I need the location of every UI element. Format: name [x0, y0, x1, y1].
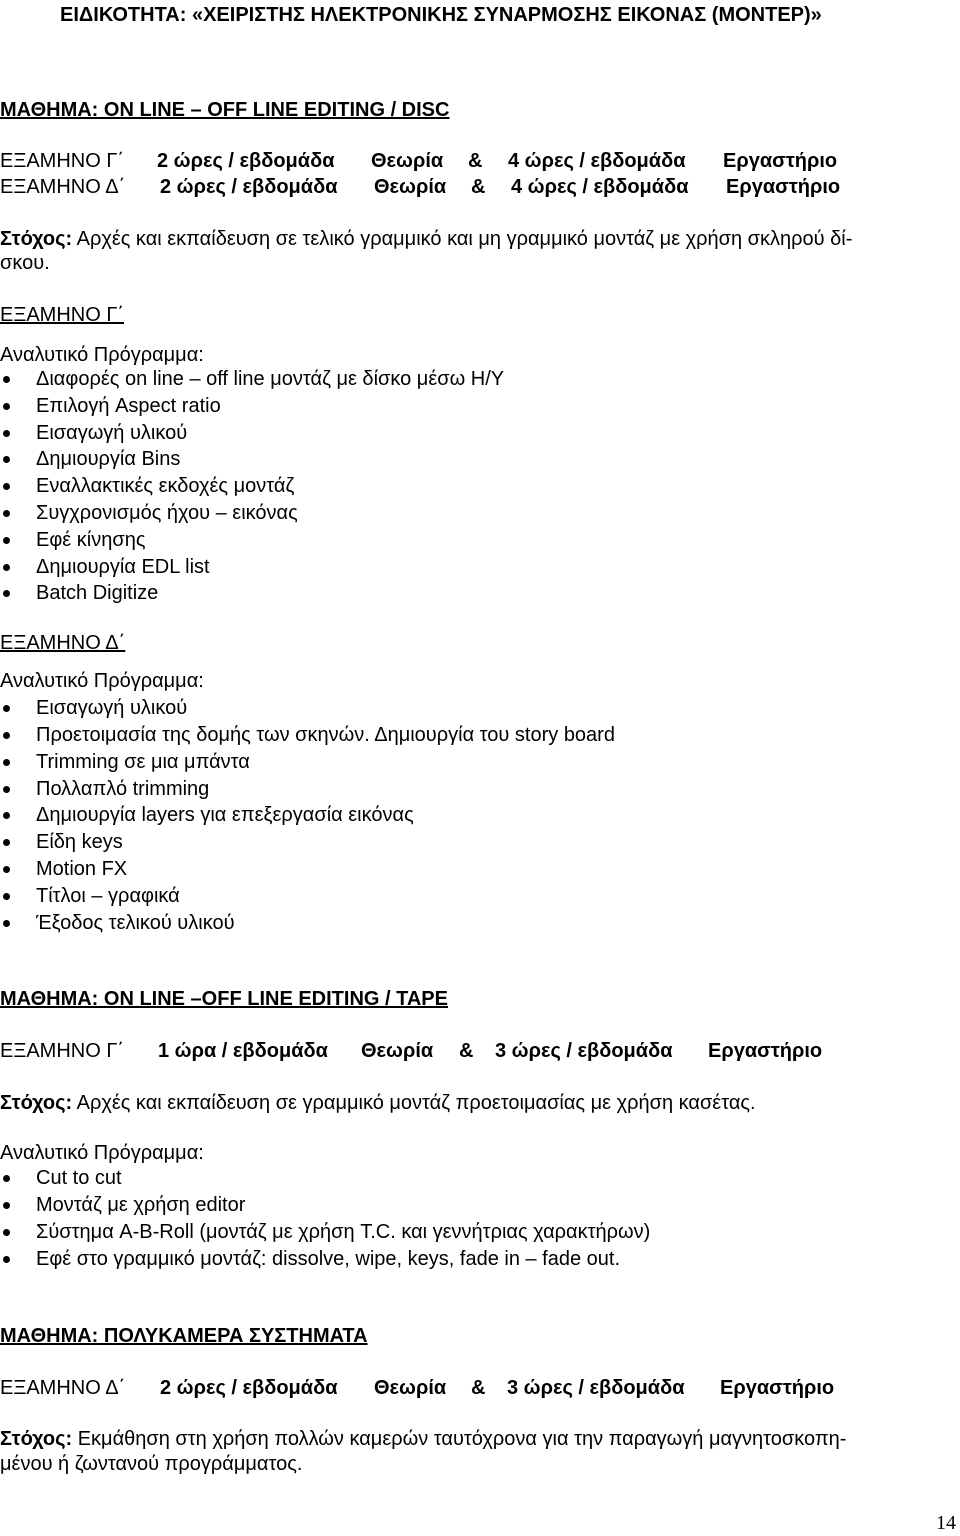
bullet-icon [3, 732, 10, 739]
goal-label: Στόχος: [0, 1092, 73, 1114]
goal-text: Αρχές και εκπαίδευση σε γραμμικό μοντάζ προετοιμασίας με χρήση κασέτας. [72, 1092, 756, 1114]
schedule-row-multicamera [0, 1375, 960, 1401]
bullet-icon [3, 839, 10, 846]
schedule-semester: ΕΞΑΜΗΝΟ Δ΄ [0, 176, 126, 198]
goal-label: Στόχος: [0, 1428, 73, 1450]
schedule-theory: Θεωρία [371, 150, 444, 172]
schedule-hours-lab: 3 ώρες / εβδομάδα [495, 1040, 673, 1062]
schedule-row-sem-d [0, 174, 960, 200]
bullet-icon [3, 430, 10, 437]
schedule-semester: ΕΞΑΜΗΝΟ Γ΄ [0, 1040, 125, 1062]
goal-line-multicamera-cont: μένου ή ζωντανού προγράμματος. [0, 1453, 303, 1475]
schedule-lab: Εργαστήριο [723, 150, 838, 172]
bullet-icon [3, 786, 10, 793]
semester-heading-d: ΕΞΑΜΗΝΟ Δ΄ [0, 632, 126, 654]
bullet-icon [3, 510, 10, 517]
program-label: Αναλυτικό Πρόγραμμα: [0, 344, 204, 366]
bullet-icon [3, 483, 10, 490]
bullet-icon [3, 537, 10, 544]
bullet-icon [3, 1256, 10, 1263]
schedule-row-sem-g [0, 148, 960, 174]
schedule-hours-theory: 1 ώρα / εβδομάδα [158, 1040, 328, 1062]
bullet-icon [3, 705, 10, 712]
bullet-icon [3, 759, 10, 766]
schedule-amp: & [471, 1377, 486, 1399]
bullet-icon [3, 866, 10, 873]
bullet-icon [3, 1202, 10, 1209]
schedule-hours-theory: 2 ώρες / εβδομάδα [157, 150, 335, 172]
schedule-hours-lab: 4 ώρες / εβδομάδα [508, 150, 686, 172]
schedule-lab: Εργαστήριο [708, 1040, 823, 1062]
bullet-icon [3, 564, 10, 571]
schedule-hours-lab: 3 ώρες / εβδομάδα [507, 1377, 685, 1399]
schedule-hours-theory: 2 ώρες / εβδομάδα [160, 1377, 338, 1399]
document-page: ΕΙΔΙΚΟΤΗΤΑ: «ΧΕΙΡΙΣΤΗΣ ΗΛΕΚΤΡΟΝΙΚΗΣ ΣΥΝΑΡΜΟΣΗΣ ΕΙΚΟΝΑΣ (ΜΟΝΤΕΡ)» ΜΑΘΗΜΑ: ON LINE – OFF LINE EDITING / DISC ΕΞΑΜΗΝΟ Γ΄ 2 ώρες / εβδομάδα Θεωρία & 4 ώρες / εβδομάδα Εργαστήριο ΕΞΑΜΗΝΟ Δ΄ 2 ώρες / εβδομάδα Θεωρία & 4 ώρες / εβδομάδα Εργαστήριο Στόχος: Αρχές και εκπαίδευση σε τελικό γραμμικό και μη γραμμικό μοντάζ με χρήση σκληρού δί- σκου. ΕΞΑΜΗΝΟ Γ΄ Αναλυτικό Πρόγραμμα: Διαφορές on line – off line μοντάζ με δίσκο μέσω Η/Υ Επιλογή Aspect ratio Εισαγωγή υλικού Δημιουργία Bins Εναλλακτικές εκδοχές μοντάζ Συγχρονισμός ήχου – εικόνας Εφέ κίνησης Δημιουργία EDL list Batch Digitize ΕΞΑΜΗΝΟ Δ΄ Αναλυτικό Πρόγραμμα: Εισαγωγή υλικού Προετοιμασία της δομής των σκηνών. Δημιουργία του story board Trimming σε μια μπάντα Πολλαπλό trimming Δημιουργία layers για επεξεργασία εικόνας Είδη keys Motion FX Τίτλοι – γραφικά Έξοδος τελικού υλικού ΜΑΘΗΜΑ: ON LINE –OFF LINE EDITING / TAPE ΕΞΑΜΗΝΟ Γ΄ 1 ώρα / εβδομάδα Θεωρία & 3 ώρες / εβδομάδα Εργαστήριο Στόχος: Αρχές και εκπαίδευση σε γραμμικό μοντάζ προετοιμασίας με χρήση κασέτας. Αναλυτικό Πρόγραμμα: Cut to cut Μοντάζ με χρήση editor Σύστημα A-B-Roll (μοντάζ με χρήση T.C. και γεννήτριας χαρακτήρων) Εφέ στο γραμμικό μοντάζ: dissolve, wipe, keys, fade in – fade out. ΜΑΘΗΜΑ: ΠΟΛΥΚΑΜΕΡΑ ΣΥΣΤΗΜΑΤΑ ΕΞΑΜΗΝΟ Δ΄ 2 ώρες / εβδομάδα Θεωρία & 3 ώρες / εβδομάδα Εργαστήριο Στόχος: Εκμάθηση στη χρήση πολλών καμερών ταυτόχρονα για την παραγωγή μαγνητοσκοπη- μένου ή ζωντανού προγράμματος. 14 [0, 0, 960, 1536]
schedule-semester: ΕΞΑΜΗΝΟ Γ΄ [0, 150, 125, 172]
course-title-tape: ΜΑΘΗΜΑ: ON LINE –OFF LINE EDITING / TAPE [0, 988, 448, 1010]
schedule-theory: Θεωρία [374, 1377, 447, 1399]
bullet-icon [3, 920, 10, 927]
page-number: 14 [936, 1512, 956, 1534]
program-label: Αναλυτικό Πρόγραμμα: [0, 1142, 204, 1164]
goal-line-tape [0, 1090, 756, 1116]
goal-text: Αρχές και εκπαίδευση σε τελικό γραμμικό και μη γραμμικό μοντάζ με χρήση σκληρού δί- [72, 228, 853, 250]
bullet-icon [3, 376, 10, 383]
goal-line-multicamera [0, 1426, 846, 1452]
schedule-row-tape [0, 1038, 960, 1064]
goal-text: Εκμάθηση στη χρήση πολλών καμερών ταυτόχρονα για την παραγωγή μαγνητοσκοπη- [72, 1428, 847, 1450]
page-header-title: ΕΙΔΙΚΟΤΗΤΑ: «ΧΕΙΡΙΣΤΗΣ ΗΛΕΚΤΡΟΝΙΚΗΣ ΣΥΝΑΡΜΟΣΗΣ ΕΙΚΟΝΑΣ (ΜΟΝΤΕΡ)» [60, 4, 822, 26]
bullet-icon [3, 590, 10, 597]
schedule-hours-lab: 4 ώρες / εβδομάδα [511, 176, 689, 198]
goal-line-disc [0, 226, 852, 252]
course-title-disc: ΜΑΘΗΜΑ: ON LINE – OFF LINE EDITING / DISC [0, 99, 450, 121]
bullet-icon [3, 812, 10, 819]
schedule-theory: Θεωρία [374, 176, 447, 198]
schedule-lab: Εργαστήριο [726, 176, 841, 198]
semester-heading-g: ΕΞΑΜΗΝΟ Γ΄ [0, 304, 125, 326]
program-label: Αναλυτικό Πρόγραμμα: [0, 670, 204, 692]
bullet-icon [3, 1229, 10, 1236]
schedule-semester: ΕΞΑΜΗΝΟ Δ΄ [0, 1377, 126, 1399]
goal-label: Στόχος: [0, 228, 73, 250]
bullet-icon [3, 1175, 10, 1182]
schedule-amp: & [459, 1040, 474, 1062]
schedule-hours-theory: 2 ώρες / εβδομάδα [160, 176, 338, 198]
course-title-multicamera: ΜΑΘΗΜΑ: ΠΟΛΥΚΑΜΕΡΑ ΣΥΣΤΗΜΑΤΑ [0, 1325, 368, 1347]
bullet-icon [3, 893, 10, 900]
schedule-amp: & [468, 150, 483, 172]
schedule-lab: Εργαστήριο [720, 1377, 835, 1399]
bullet-icon [3, 403, 10, 410]
bullet-icon [3, 456, 10, 463]
schedule-theory: Θεωρία [361, 1040, 434, 1062]
schedule-amp: & [471, 176, 486, 198]
goal-line-disc-cont: σκου. [0, 252, 50, 274]
